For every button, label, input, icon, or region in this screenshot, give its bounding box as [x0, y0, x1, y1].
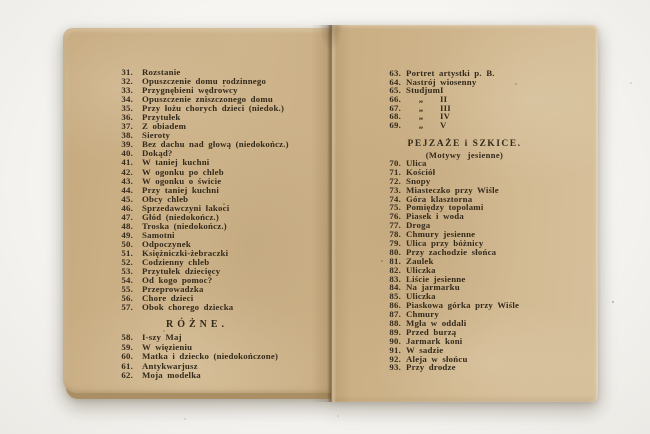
item-number: 60. [121, 351, 133, 362]
list-item [63, 186, 331, 195]
item-number: 91. [389, 344, 401, 355]
item-label: Pomiędzy topolami [406, 202, 484, 213]
item-label: Zaulek [406, 255, 434, 266]
item-number: 71. [389, 166, 401, 177]
item-number: 32. [121, 76, 133, 87]
item-label: Snopy [406, 175, 431, 186]
item-label: Dokąd? [142, 148, 173, 159]
item-ditto: „ [418, 120, 424, 131]
item-label: W sadzie [406, 344, 444, 355]
item-number: 38. [121, 130, 133, 141]
item-label: W ogonku o świcie [142, 175, 222, 186]
list-item [63, 104, 331, 113]
list-item [63, 231, 331, 240]
item-label: Sieroty [142, 130, 171, 141]
item-number: 41. [121, 157, 133, 168]
item-label: Uliczka [406, 264, 436, 275]
item-number: 55. [121, 284, 133, 295]
list-item [331, 212, 598, 221]
item-number: 86. [389, 300, 401, 311]
item-number: 70. [389, 158, 401, 168]
item-number: 68. [389, 111, 401, 122]
item-label: Droga [406, 220, 431, 231]
item-number: 54. [121, 275, 133, 286]
item-number: 75. [389, 202, 401, 213]
list-item [63, 285, 331, 294]
item-label: Obok chorego dziecka [142, 302, 234, 313]
item-label: Rozstanie [142, 67, 181, 77]
list-item [331, 95, 598, 104]
item-number: 89. [389, 326, 401, 337]
item-label: Chmury jesienne [406, 229, 476, 240]
list-item [331, 355, 598, 364]
item-number: 90. [389, 335, 401, 346]
item-label: Przytułek [142, 112, 181, 123]
item-label: W ogonku po chleb [142, 166, 224, 177]
list-item [331, 78, 598, 87]
list-item [331, 275, 598, 284]
item-number: 78. [389, 229, 401, 240]
item-number: 39. [121, 139, 133, 150]
paper-speckles [63, 25, 65, 27]
list-item [63, 303, 331, 312]
catalog-list-31-57 [63, 68, 331, 312]
list-item [331, 86, 598, 95]
item-label: Przy taniej kuchni [142, 184, 219, 195]
list-item [63, 122, 331, 131]
item-label: W więzieniu [142, 341, 193, 352]
item-number: 44. [121, 184, 133, 195]
item-label: Antykwarjusz [142, 360, 198, 371]
item-label: Kościół [406, 166, 436, 177]
item-number: 92. [389, 353, 401, 364]
item-label: Odpoczynek [142, 238, 191, 249]
item-number: 93. [389, 362, 401, 373]
item-number: 72. [389, 175, 401, 186]
item-label: Przy zachodzie słońca [406, 246, 497, 257]
item-number: 77. [389, 220, 401, 231]
item-number: 59. [121, 341, 133, 352]
item-label: IV [440, 111, 451, 122]
item-label: Opuszczenie zniszczonego domu [142, 94, 273, 105]
item-label: Chmury [406, 309, 439, 320]
item-number: 66. [389, 94, 401, 105]
item-number: 87. [389, 309, 401, 320]
item-label: Ulica [406, 158, 427, 168]
item-label: Chore dzieci [142, 293, 194, 304]
item-label: Przy drodze [406, 362, 456, 373]
item-number: 57. [121, 302, 133, 313]
section-heading-rozne: RÓŻNE. [165, 319, 229, 330]
item-number: 67. [389, 102, 401, 113]
item-label: Przed burzą [406, 326, 457, 337]
list-item [63, 371, 331, 381]
item-label: Miasteczko przy Wiśle [406, 184, 499, 195]
list-item [331, 328, 598, 337]
list-item [331, 363, 598, 372]
left-page [63, 28, 331, 393]
item-label: Mgła w oddali [406, 318, 467, 329]
item-label: Głód (niedokończ.) [142, 211, 219, 222]
item-label: Z obiadem [142, 121, 187, 132]
item-number: 58. [121, 332, 133, 342]
item-number: 76. [389, 211, 401, 222]
item-label: I-szy Maj [142, 332, 182, 342]
item-number: 34. [121, 94, 133, 105]
item-label: Przygnębieni wędrowcy [142, 85, 238, 96]
item-number: 79. [389, 238, 401, 249]
item-label: I [440, 85, 444, 96]
item-label: Nastrój wiosenny [406, 76, 477, 87]
list-item [63, 113, 331, 122]
item-number: 42. [121, 166, 133, 177]
list-item [331, 319, 598, 328]
catalog-list-70-93 [331, 159, 598, 372]
item-label: Aleja w słońcu [406, 353, 468, 364]
list-item [331, 121, 598, 130]
item-label: V [440, 120, 447, 131]
item-number: 83. [389, 273, 401, 284]
item-label: Piaskowa górka przy Wiśle [406, 300, 520, 311]
item-number: 85. [389, 291, 401, 302]
item-label: Opuszczenie domu rodzinnego [142, 76, 267, 87]
item-number: 51. [121, 247, 133, 258]
list-item [331, 337, 598, 346]
item-number: 82. [389, 264, 401, 275]
item-number: 50. [121, 238, 133, 249]
item-label: Moja modelka [142, 370, 201, 381]
right-page [331, 25, 598, 402]
item-label: Na jarmarku [406, 282, 460, 293]
booklet [63, 25, 598, 402]
item-number: 63. [389, 68, 401, 78]
list-item [331, 257, 598, 266]
list-item [331, 301, 598, 310]
item-number: 45. [121, 193, 133, 204]
list-item [331, 283, 598, 292]
list-item [331, 112, 598, 121]
item-ditto: Studjum [406, 85, 441, 96]
item-label: III [440, 102, 451, 113]
item-number: 36. [121, 112, 133, 123]
section-subheading-motywy: (Motywy jesienne) [425, 149, 504, 160]
list-item [63, 140, 331, 149]
item-label: Matka i dziecko (niedokończone) [142, 351, 279, 362]
item-number: 74. [389, 193, 401, 204]
section-heading-pejzaze: PEJZAŻE i SZKICE. [407, 139, 522, 149]
item-number: 49. [121, 229, 133, 240]
item-label: II [440, 94, 448, 105]
item-number: 46. [121, 202, 133, 213]
item-label: Piasek i woda [406, 211, 464, 222]
catalog-list-58-62 [63, 333, 331, 381]
item-label: Sprzedawczyni łakoci [142, 202, 230, 213]
item-number: 40. [121, 148, 133, 159]
item-number: 48. [121, 220, 133, 231]
item-label: Ulica przy bóżnicy [406, 238, 484, 249]
list-item [63, 222, 331, 231]
item-number: 43. [121, 175, 133, 186]
item-ditto: „ [418, 102, 424, 113]
item-label: Codzienny chleb [142, 256, 210, 267]
item-number: 69. [389, 120, 401, 131]
item-ditto: „ [418, 111, 424, 122]
item-number: 80. [389, 246, 401, 257]
item-number: 47. [121, 211, 133, 222]
item-number: 33. [121, 85, 133, 96]
item-label: Od kogo pomoc? [142, 275, 213, 286]
item-number: 53. [121, 266, 133, 277]
item-label: Uliczka [406, 291, 436, 302]
background-speckles [0, 0, 2, 2]
item-label: Góra klasztorna [406, 193, 473, 204]
catalog-list-63-69 [331, 69, 598, 130]
list-item [331, 203, 598, 212]
item-number: 52. [121, 256, 133, 267]
item-number: 81. [389, 255, 401, 266]
booklet-spine-crease [311, 25, 351, 402]
item-label: Przy łożu chorych dzieci (niedok.) [142, 103, 285, 114]
item-label: Przeprowadzka [142, 284, 204, 295]
item-number: 84. [389, 282, 401, 293]
item-number: 37. [121, 121, 133, 132]
item-number: 62. [121, 370, 133, 381]
item-number: 31. [121, 67, 133, 77]
item-number: 35. [121, 103, 133, 114]
item-number: 73. [389, 184, 401, 195]
item-number: 64. [389, 76, 401, 87]
item-number: 56. [121, 293, 133, 304]
item-label: Samotni [142, 229, 175, 240]
item-number: 65. [389, 85, 401, 96]
item-label: Jarmark koni [406, 335, 463, 346]
list-item [331, 248, 598, 257]
list-item [63, 333, 331, 343]
item-label: Bez dachu nad głową (niedokończ.) [142, 139, 289, 150]
item-label: Przytułek dziecięcy [142, 266, 221, 277]
list-item [331, 104, 598, 113]
item-label: Obcy chleb [142, 193, 189, 204]
item-number: 61. [121, 360, 133, 371]
item-label: Liście jesienne [406, 273, 466, 284]
item-ditto: „ [418, 94, 424, 105]
list-item [331, 168, 598, 177]
item-number: 88. [389, 318, 401, 329]
item-label: W taniej kuchni [142, 157, 210, 168]
item-label: Księżniczki-żebraczki [142, 247, 229, 258]
item-label: Portret artystki p. B. [406, 68, 495, 78]
list-item [331, 159, 598, 168]
item-label: Troska (niedokończ.) [142, 220, 227, 231]
